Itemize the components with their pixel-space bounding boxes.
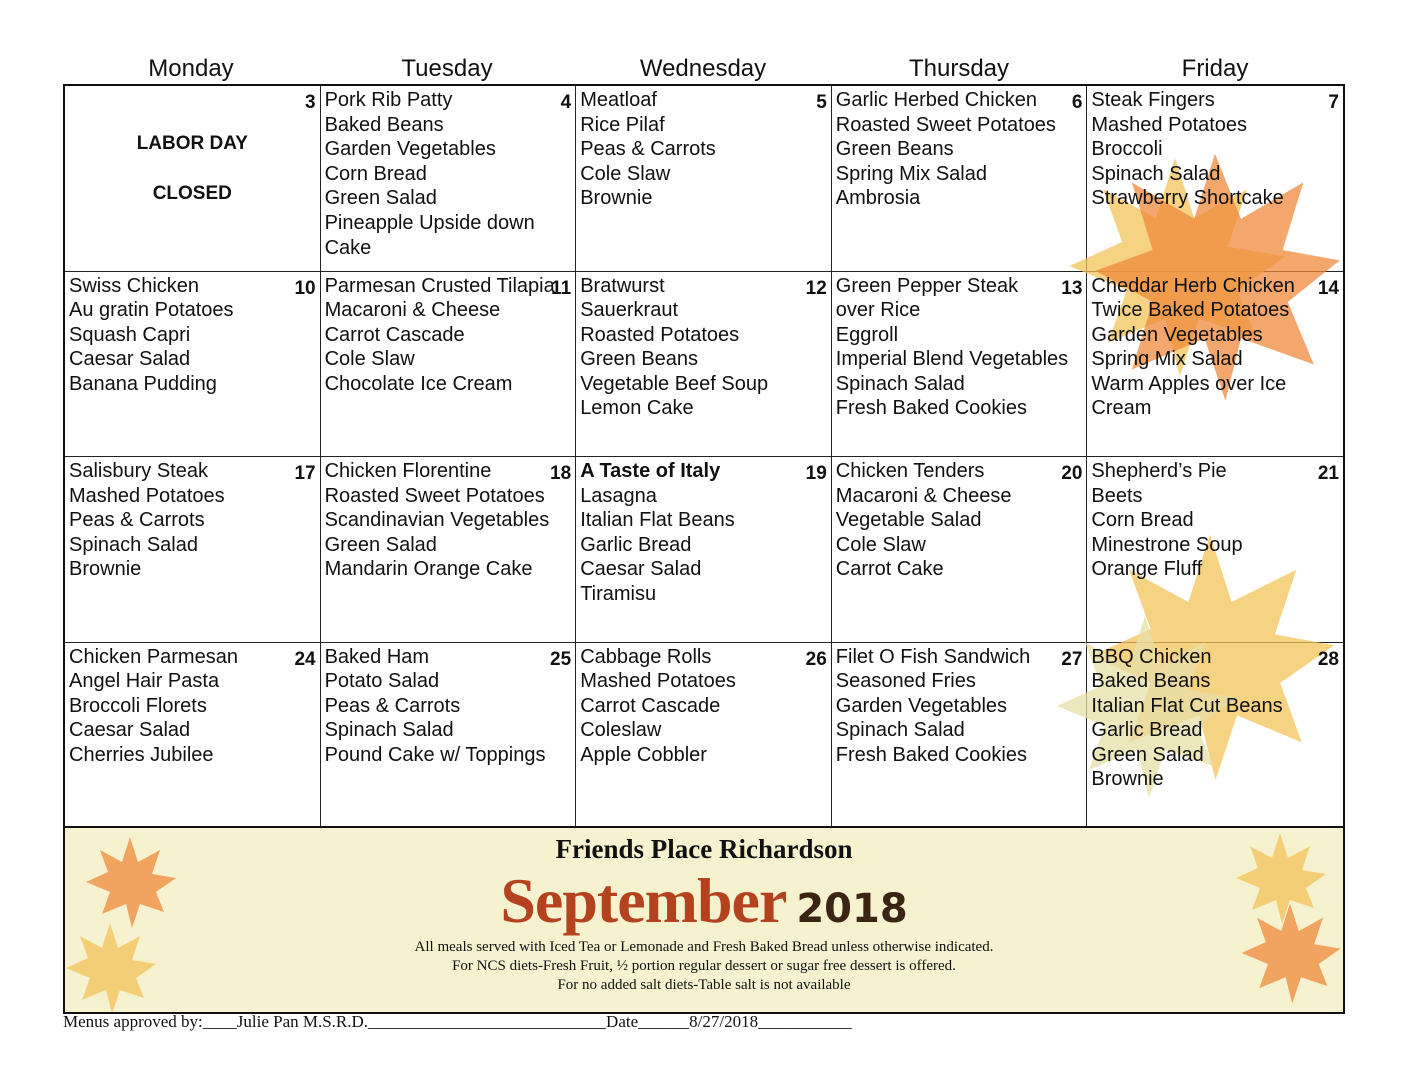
menu-footer: [63, 826, 1345, 1014]
note-line: All meals served with Iced Tea or Lemonade and Fresh Baked Bread unless otherwise indicated.: [414, 939, 994, 955]
menu-item: Cake: [324, 236, 372, 259]
menu-item: Carrot Cascade: [580, 694, 721, 717]
day-header-monday: Monday: [148, 55, 234, 82]
menu-item: Meatloaf: [580, 89, 657, 111]
day-number: 7: [1328, 92, 1339, 113]
menu-item: Spinach Salad: [835, 372, 965, 395]
menu-item: Carrot Cake: [835, 558, 944, 581]
menu-item: Strawberry Shortcake: [1091, 187, 1284, 210]
menu-item: Mashed Potatoes: [580, 670, 736, 693]
menu-item: Garden Vegetables: [1091, 323, 1263, 346]
note-line: For no added salt diets-Table salt is not available: [557, 977, 851, 993]
day-number: 26: [805, 648, 827, 670]
approval-line: Menus approved by:____Julie Pan M.S.R.D.____________________________Date______8/27/2018___________: [63, 1012, 852, 1031]
day-number: 19: [805, 463, 827, 484]
menu-items: [69, 645, 316, 768]
menu-item: Tiramisu: [580, 582, 657, 605]
menu-items: [580, 88, 827, 211]
menu-items: [836, 459, 1083, 582]
menu-item: Seasoned Fries: [835, 670, 976, 693]
day-number: 21: [1317, 463, 1339, 484]
menu-item: Mashed Potatoes: [69, 484, 225, 507]
menu-item: Garlic Herbed Chicken: [835, 89, 1037, 111]
menu-item: Broccoli: [1091, 138, 1163, 161]
day-number: 18: [550, 463, 572, 484]
menu-item: Macaroni & Cheese: [835, 484, 1012, 507]
day-cell: [576, 457, 832, 643]
menu-notes: [65, 938, 1343, 995]
menu-item: Cream: [1091, 397, 1152, 420]
menu-items: [836, 274, 1083, 422]
menu-item: Banana Pudding: [69, 372, 217, 395]
holiday-text: LABOR DAY: [136, 133, 248, 154]
day-header-friday: Friday: [1181, 55, 1249, 82]
menu-item: Chocolate Ice Cream: [324, 372, 513, 395]
maple-leaf-icon: [75, 832, 185, 932]
menu-item: Baked Beans: [1091, 670, 1211, 693]
menu-items: [1091, 645, 1339, 793]
day-number: 27: [1061, 648, 1083, 670]
day-number: 10: [294, 277, 316, 299]
menu-item: Brownie: [580, 187, 653, 210]
day-cell: [65, 272, 321, 458]
menu-item: Fresh Baked Cookies: [835, 743, 1027, 766]
menu-item: Steak Fingers: [1091, 89, 1215, 111]
menu-item: Chicken Tenders: [835, 460, 985, 482]
menu-item: Italian Flat Cut Beans: [1091, 694, 1283, 717]
menu-items: [325, 88, 572, 260]
menu-item: Bratwurst: [580, 274, 665, 297]
day-cell: [576, 86, 832, 272]
menu-year: 2018: [796, 886, 908, 932]
day-header-thursday: Thursday: [908, 55, 1010, 82]
menu-item: Eggroll: [835, 323, 899, 346]
menu-item: Imperial Blend Vegetables: [835, 348, 1069, 371]
menu-items: [580, 459, 827, 607]
menu-item: Vegetable Beef Soup: [580, 372, 769, 395]
day-number: 25: [550, 648, 572, 670]
menu-items: [836, 88, 1083, 211]
menu-item: A Taste of Italy: [580, 460, 721, 482]
menu-item: Cole Slaw: [580, 162, 671, 185]
menu-items: [1091, 274, 1339, 422]
menu-item: Brownie: [69, 558, 142, 581]
menu-items: [325, 274, 572, 397]
menu-item: Carrot Cascade: [324, 323, 465, 346]
menu-items: [836, 645, 1083, 768]
menu-item: Pineapple Upside down: [324, 211, 535, 234]
menu-item: Apple Cobbler: [580, 743, 707, 766]
menu-month: September: [500, 865, 787, 936]
menu-item: Squash Capri: [69, 323, 191, 346]
menu-item: over Rice: [835, 299, 921, 322]
menu-item: Green Pepper Steak: [835, 274, 1019, 297]
menu-item: Spinach Salad: [835, 719, 965, 742]
menu-item: Peas & Carrots: [580, 138, 716, 161]
menu-item: Au gratin Potatoes: [69, 299, 234, 322]
day-headers: [63, 54, 1343, 84]
menu-item: Corn Bread: [324, 162, 427, 185]
menu-item: Green Salad: [1091, 743, 1204, 766]
menu-item: Garden Vegetables: [835, 694, 1008, 717]
menu-item: Garlic Bread: [580, 533, 692, 556]
menu-item: Pork Rib Patty: [324, 89, 453, 111]
day-number: 24: [294, 648, 316, 670]
day-cell: [65, 86, 321, 272]
organization-name: Friends Place Richardson: [555, 834, 853, 864]
menu-item: Baked Beans: [324, 113, 444, 136]
day-cell: [321, 457, 577, 643]
menu-item: Peas & Carrots: [324, 694, 461, 717]
menu-item: Garlic Bread: [1091, 719, 1203, 742]
menu-item: Parmesan Crusted Tilapia: [324, 274, 555, 297]
day-header-wednesday: Wednesday: [639, 55, 767, 82]
menu-item: Roasted Sweet Potatoes: [835, 113, 1056, 136]
note-line: For NCS diets-Fresh Fruit, ½ portion regular dessert or sugar free dessert is offered.: [452, 958, 956, 974]
menu-item: Warm Apples over Ice: [1091, 372, 1287, 395]
menu-item: Spring Mix Salad: [835, 162, 987, 185]
menu-item: Caesar Salad: [69, 719, 191, 742]
menu-items: [580, 645, 827, 768]
menu-item: Green Beans: [835, 138, 954, 161]
menu-item: Lasagna: [580, 484, 657, 507]
day-cell: [832, 272, 1088, 458]
menu-item: Filet O Fish Sandwich: [835, 645, 1031, 668]
menu-item: Salisbury Steak: [69, 460, 208, 482]
menu-item: Potato Salad: [324, 670, 440, 693]
menu-item: Sauerkraut: [580, 299, 679, 322]
menu-item: Roasted Sweet Potatoes: [324, 484, 545, 507]
menu-items: [1091, 459, 1339, 582]
menu-item: Ambrosia: [835, 187, 921, 210]
menu-item: Caesar Salad: [69, 348, 191, 371]
menu-items: [69, 274, 316, 397]
menu-item: Baked Ham: [324, 645, 430, 668]
menu-item: Brownie: [1091, 768, 1164, 791]
maple-leaf-icon: [63, 918, 165, 1014]
menu-item: Fresh Baked Cookies: [835, 397, 1027, 420]
menu-item: Peas & Carrots: [69, 509, 205, 532]
maple-leaf-icon: [1235, 898, 1345, 1008]
menu-item: Corn Bread: [1091, 509, 1194, 532]
menu-item: Caesar Salad: [580, 558, 702, 581]
day-cell: [65, 457, 321, 643]
day-number: 5: [816, 92, 827, 113]
menu-items: [1091, 88, 1339, 211]
day-cell: [65, 643, 321, 829]
menu-item: Roasted Potatoes: [580, 323, 740, 346]
menu-calendar-grid: [63, 84, 1345, 828]
menu-item: Italian Flat Beans: [580, 509, 735, 532]
menu-item: Orange Fluff: [1091, 558, 1203, 581]
menu-item: Green Salad: [324, 533, 437, 556]
day-number: 4: [560, 92, 572, 113]
day-number: 12: [805, 277, 827, 299]
menu-item: Macaroni & Cheese: [324, 299, 501, 322]
day-number: 3: [305, 92, 316, 113]
menu-item: Angel Hair Pasta: [69, 670, 220, 693]
menu-item: Chicken Florentine: [324, 460, 492, 482]
menu-title: [65, 864, 1343, 938]
menu-item: Twice Baked Potatoes: [1091, 299, 1290, 322]
menu-items: [69, 459, 316, 582]
menu-item: Spinach Salad: [1091, 162, 1221, 185]
menu-item: Green Beans: [580, 348, 699, 371]
day-number: 14: [1317, 277, 1339, 299]
menu-item: Rice Pilaf: [580, 113, 665, 136]
menu-item: Cole Slaw: [835, 533, 926, 556]
menu-item: Mandarin Orange Cake: [324, 558, 533, 581]
day-cell: [321, 86, 577, 272]
menu-item: Beets: [1091, 484, 1143, 507]
menu-items: [580, 274, 827, 422]
menu-item: Lemon Cake: [580, 397, 694, 420]
day-cell: [576, 272, 832, 458]
menu-item: Cole Slaw: [324, 348, 415, 371]
day-cell: [576, 643, 832, 829]
holiday-notice: [65, 130, 320, 230]
menu-items: [325, 459, 572, 582]
menu-item: Broccoli Florets: [69, 694, 207, 717]
menu-item: Cabbage Rolls: [580, 645, 712, 668]
day-number: 11: [551, 277, 572, 299]
menu-item: Spinach Salad: [69, 533, 198, 556]
menu-item: BBQ Chicken: [1091, 645, 1212, 668]
day-number: 17: [294, 463, 316, 484]
menu-item: Coleslaw: [580, 719, 662, 742]
day-number: 13: [1061, 277, 1083, 299]
day-cell: [321, 272, 577, 458]
day-header-tuesday: Tuesday: [401, 55, 493, 82]
menu-item: Garden Vegetables: [324, 138, 496, 161]
menu-item: Green Salad: [324, 187, 437, 210]
day-number: 6: [1071, 92, 1083, 113]
menu-item: Chicken Parmesan: [69, 645, 238, 668]
menu-item: Spring Mix Salad: [1091, 348, 1243, 371]
menu-items: [325, 645, 572, 768]
menu-item: Mashed Potatoes: [1091, 113, 1248, 136]
menu-item: Pound Cake w/ Toppings: [324, 743, 546, 766]
menu-item: Swiss Chicken: [69, 274, 200, 297]
menu-item: Minestrone Soup: [1091, 533, 1243, 556]
menu-item: Shepherd’s Pie: [1091, 460, 1227, 482]
menu-item: Cheddar Herb Chicken: [1091, 274, 1295, 297]
day-cell: [321, 643, 577, 829]
holiday-text: CLOSED: [152, 183, 232, 204]
menu-item: Cherries Jubilee: [69, 743, 214, 766]
day-number: 28: [1317, 648, 1339, 670]
day-number: 20: [1061, 463, 1083, 484]
menu-item: Spinach Salad: [324, 719, 454, 742]
menu-item: Scandinavian Vegetables: [324, 509, 550, 532]
menu-item: Vegetable Salad: [835, 509, 982, 532]
